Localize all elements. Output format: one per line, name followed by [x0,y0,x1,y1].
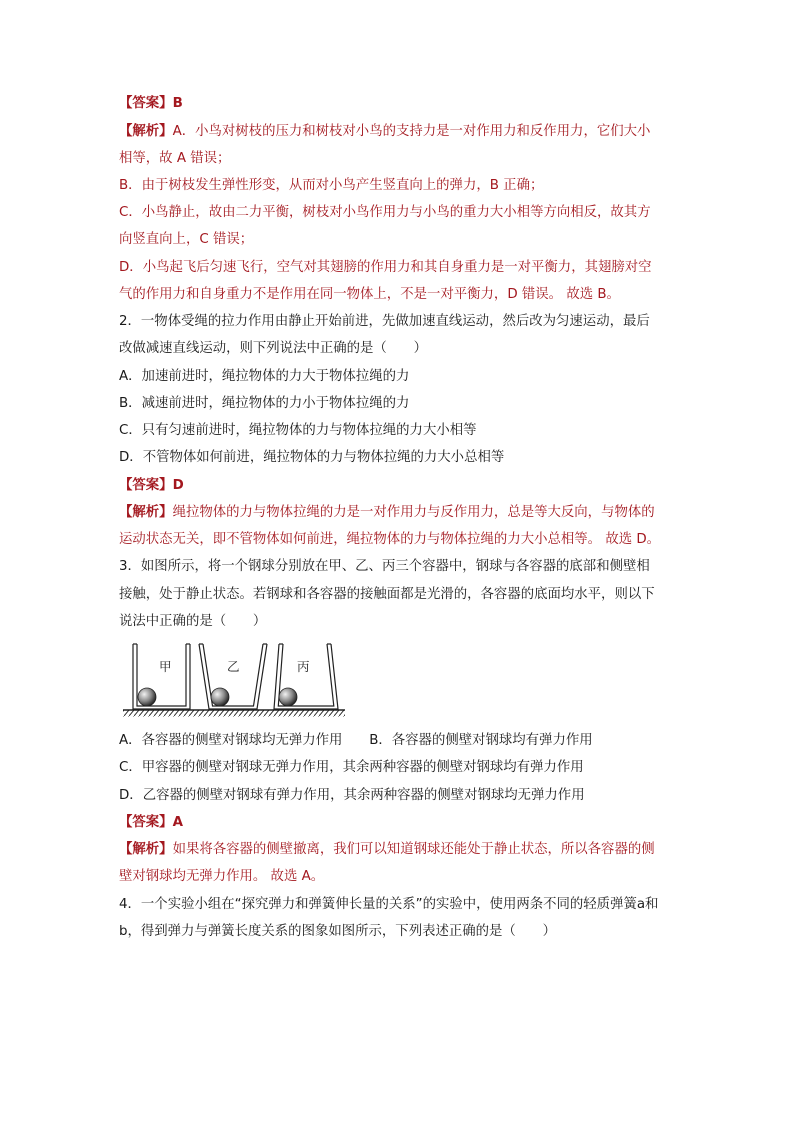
q2-stem-line-2: 改做减速直线运动，则下列说法中正确的是（ ） [119,341,427,356]
analysis-text: 如果将各容器的侧壁撤离，我们可以知道钢球还能处于静止状态，所以各容器的侧 [172,842,655,857]
label-jia: 甲 [159,659,172,674]
container-bing [274,644,338,709]
label-bing: 丙 [297,659,310,674]
q2-option-d: D．不管物体如何前进，绳拉物体的力与物体拉绳的力大小总相等 [119,450,505,465]
q3-analysis-line-1 [119,841,679,859]
q1-analysis-line-5: 向竖直向上，C 错误； [119,232,254,247]
q1-analysis-line-6: D．小鸟起飞后匀速飞行，空气对其翅膀的作用力和其自身重力是一对平衡力，其翅膀对空 [119,260,652,275]
analysis-tag: 【解析】 [119,505,173,520]
answer-value: B [172,96,183,111]
q4-stem-line-2: b，得到弹力与弹簧长度关系的图象如图所示，下列表述正确的是（ ） [119,924,556,939]
ground [123,710,345,717]
label-yi: 乙 [227,659,240,674]
steel-ball [279,688,297,706]
q2-stem-line-1: 2．一物体受绳的拉力作用由静止开始前进，先做加速直线运动，然后改为匀速运动，最后 [119,314,650,329]
analysis-text: 绳拉物体的力与物体拉绳的力是一对作用力与反作用力，总是等大反向，与物体的 [172,505,655,520]
q3-option-c: C．甲容器的侧壁对钢球无弹力作用，其余两种容器的侧壁对钢球均有弹力作用 [119,760,584,775]
q3-answer-line [119,814,679,832]
answer-tag: 【答案】 [119,478,173,493]
q2-option-b: B．减速前进时，绳拉物体的力小于物体拉绳的力 [119,396,410,411]
q1-analysis-line-7: 气的作用力和自身重力不是作用在同一物体上，不是一对平衡力，D 错误。 故选 B。 [119,287,620,302]
q1-analysis-line-3: B．由于树枝发生弹性形变，从而对小鸟产生竖直向上的弹力，B 正确； [119,178,544,193]
q2-answer-line [119,477,679,495]
q3-stem-line-2: 接触，处于静止状态。若钢球和各容器的接触面都是光滑的，各容器的底面均水平，则以下 [119,587,655,602]
analysis-tag: 【解析】 [119,124,173,139]
q1-analysis-line-1 [119,123,679,141]
q4-stem-line-1: 4．一个实验小组在“探究弹力和弹簧伸长量的关系”的实验中，使用两条不同的轻质弹簧a和 [119,897,659,912]
answer-value: A [172,815,183,830]
answer-value: D [172,478,184,493]
container-jia [133,644,190,709]
q3-stem-line-1: 3．如图所示，将一个钢球分别放在甲、乙、丙三个容器中，钢球与各容器的底部和侧壁相 [119,559,650,574]
q3-stem-line-3: 说法中正确的是（ ） [119,614,267,629]
analysis-text: A．小鸟对树枝的压力和树枝对小鸟的支持力是一对作用力和反作用力，它们大小 [172,124,651,139]
q2-option-a: A．加速前进时，绳拉物体的力大于物体拉绳的力 [119,369,410,384]
q2-analysis-line-1 [119,504,679,522]
answer-tag: 【答案】 [119,96,173,111]
q3-analysis-line-2: 壁对钢球均无弹力作用。 故选 A。 [119,869,325,884]
answer-tag: 【答案】 [119,815,173,830]
q3-option-ab: A．各容器的侧壁对钢球均无弹力作用 B．各容器的侧壁对钢球均有弹力作用 [119,733,593,748]
steel-ball [211,688,229,706]
q1-answer-line [119,95,679,113]
analysis-tag: 【解析】 [119,842,173,857]
q2-option-c: C．只有匀速前进时，绳拉物体的力与物体拉绳的力大小相等 [119,423,477,438]
container-yi [199,644,267,709]
q2-analysis-line-2: 运动状态无关，即不管物体如何前进，绳拉物体的力与物体拉绳的力大小总相等。 故选 D。 [119,532,661,547]
q1-analysis-line-4: C．小鸟静止，故由二力平衡，树枝对小鸟作用力与小鸟的重力大小相等方向相反，故其方 [119,205,651,220]
q3-containers-figure [119,638,347,718]
q3-option-d: D．乙容器的侧壁对钢球有弹力作用，其余两种容器的侧壁对钢球均无弹力作用 [119,788,585,803]
q1-analysis-line-2: 相等，故 A 错误； [119,151,231,166]
steel-ball [138,688,156,706]
